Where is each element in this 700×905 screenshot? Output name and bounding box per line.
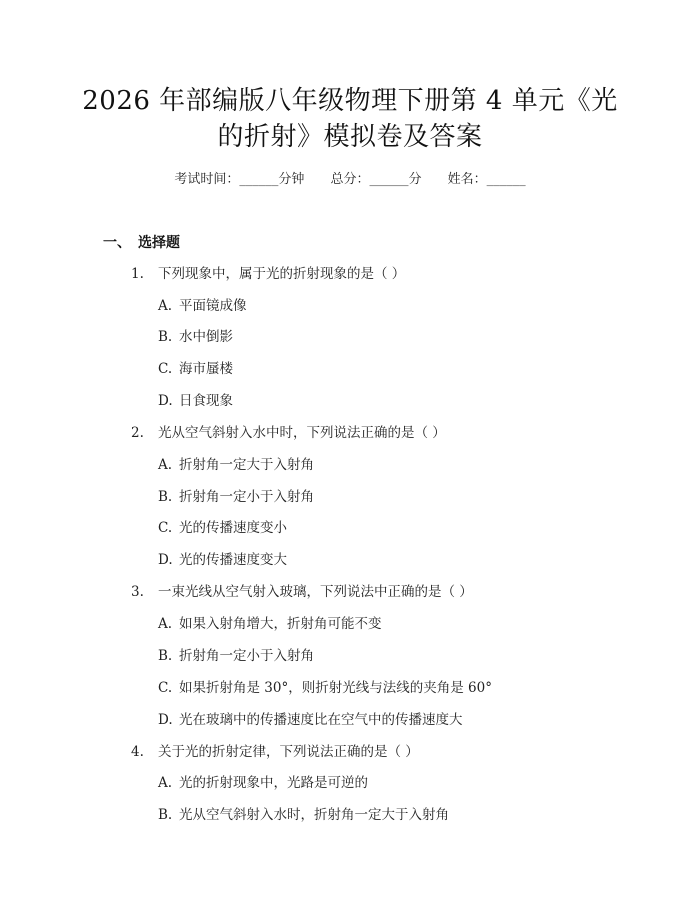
option-text: 光的传播速度变小 [179, 520, 287, 536]
question-2-option-c [158, 516, 287, 536]
option-letter: B. [158, 489, 173, 505]
question-number: 4. [131, 744, 144, 760]
question-2-option-b [158, 485, 314, 505]
section-number: 一、 [103, 235, 131, 251]
option-letter: C. [158, 361, 173, 377]
option-text: 平面镜成像 [179, 298, 247, 314]
question-2-option-a [158, 453, 314, 473]
question-text: 下列现象中，属于光的折射现象的是（ ） [158, 266, 406, 282]
option-text: 光的传播速度变大 [179, 552, 287, 568]
option-text: 光在玻璃中的传播速度比在空气中的传播速度大 [179, 712, 463, 728]
question-number: 1. [131, 266, 144, 282]
option-text: 折射角一定大于入射角 [179, 457, 314, 473]
document-title-line-1: 2026 年部编版八年级物理下册第 4 单元《光 [82, 86, 618, 116]
document-title-line-2: 的折射》模拟卷及答案 [217, 122, 483, 152]
option-letter: A. [158, 457, 173, 473]
section-title: 选择题 [138, 235, 180, 251]
question-4-option-b [158, 803, 449, 823]
option-text: 日食现象 [179, 393, 233, 409]
exam-time-field: 考试时间：______分钟 [174, 172, 305, 187]
question-4-option-a [158, 771, 368, 791]
option-text: 海市蜃楼 [179, 361, 233, 377]
question-3-option-b [158, 644, 314, 664]
question-3-option-c [158, 676, 492, 696]
question-3 [131, 580, 473, 600]
question-1-option-c [158, 357, 233, 377]
question-2 [131, 421, 446, 441]
section-heading [103, 232, 180, 252]
question-text: 一束光线从空气射入玻璃，下列说法中正确的是（ ） [158, 584, 473, 600]
option-letter: D. [158, 552, 173, 568]
option-letter: D. [158, 393, 173, 409]
option-text: 如果折射角是 30°，则折射光线与法线的夹角是 60° [179, 680, 492, 696]
question-number: 2. [131, 425, 144, 441]
question-1-option-d [158, 389, 233, 409]
option-letter: B. [158, 648, 173, 664]
question-number: 3. [131, 584, 144, 600]
student-name-field: 姓名：______ [447, 172, 526, 187]
option-letter: D. [158, 712, 173, 728]
question-3-option-a [158, 612, 382, 632]
question-3-option-d [158, 708, 463, 728]
option-letter: B. [158, 329, 173, 345]
option-letter: C. [158, 520, 173, 536]
question-1-option-b [158, 325, 233, 345]
question-1 [131, 262, 405, 282]
question-text: 关于光的折射定律，下列说法正确的是（ ） [158, 744, 419, 760]
option-letter: A. [158, 298, 173, 314]
option-text: 折射角一定小于入射角 [179, 489, 314, 505]
option-text: 水中倒影 [179, 329, 233, 345]
question-2-option-d [158, 548, 287, 568]
option-letter: C. [158, 680, 173, 696]
option-letter: A. [158, 775, 173, 791]
option-text: 光从空气斜射入水时，折射角一定大于入射角 [179, 807, 449, 823]
option-letter: B. [158, 807, 173, 823]
option-text: 折射角一定小于入射角 [179, 648, 314, 664]
total-score-field: 总分：______分 [330, 172, 422, 187]
exam-info-line [0, 168, 700, 187]
option-text: 如果入射角增大，折射角可能不变 [179, 616, 382, 632]
question-4 [131, 740, 419, 760]
option-text: 光的折射现象中，光路是可逆的 [179, 775, 368, 791]
question-text: 光从空气斜射入水中时，下列说法正确的是（ ） [158, 425, 446, 441]
option-letter: A. [158, 616, 173, 632]
question-1-option-a [158, 294, 247, 314]
